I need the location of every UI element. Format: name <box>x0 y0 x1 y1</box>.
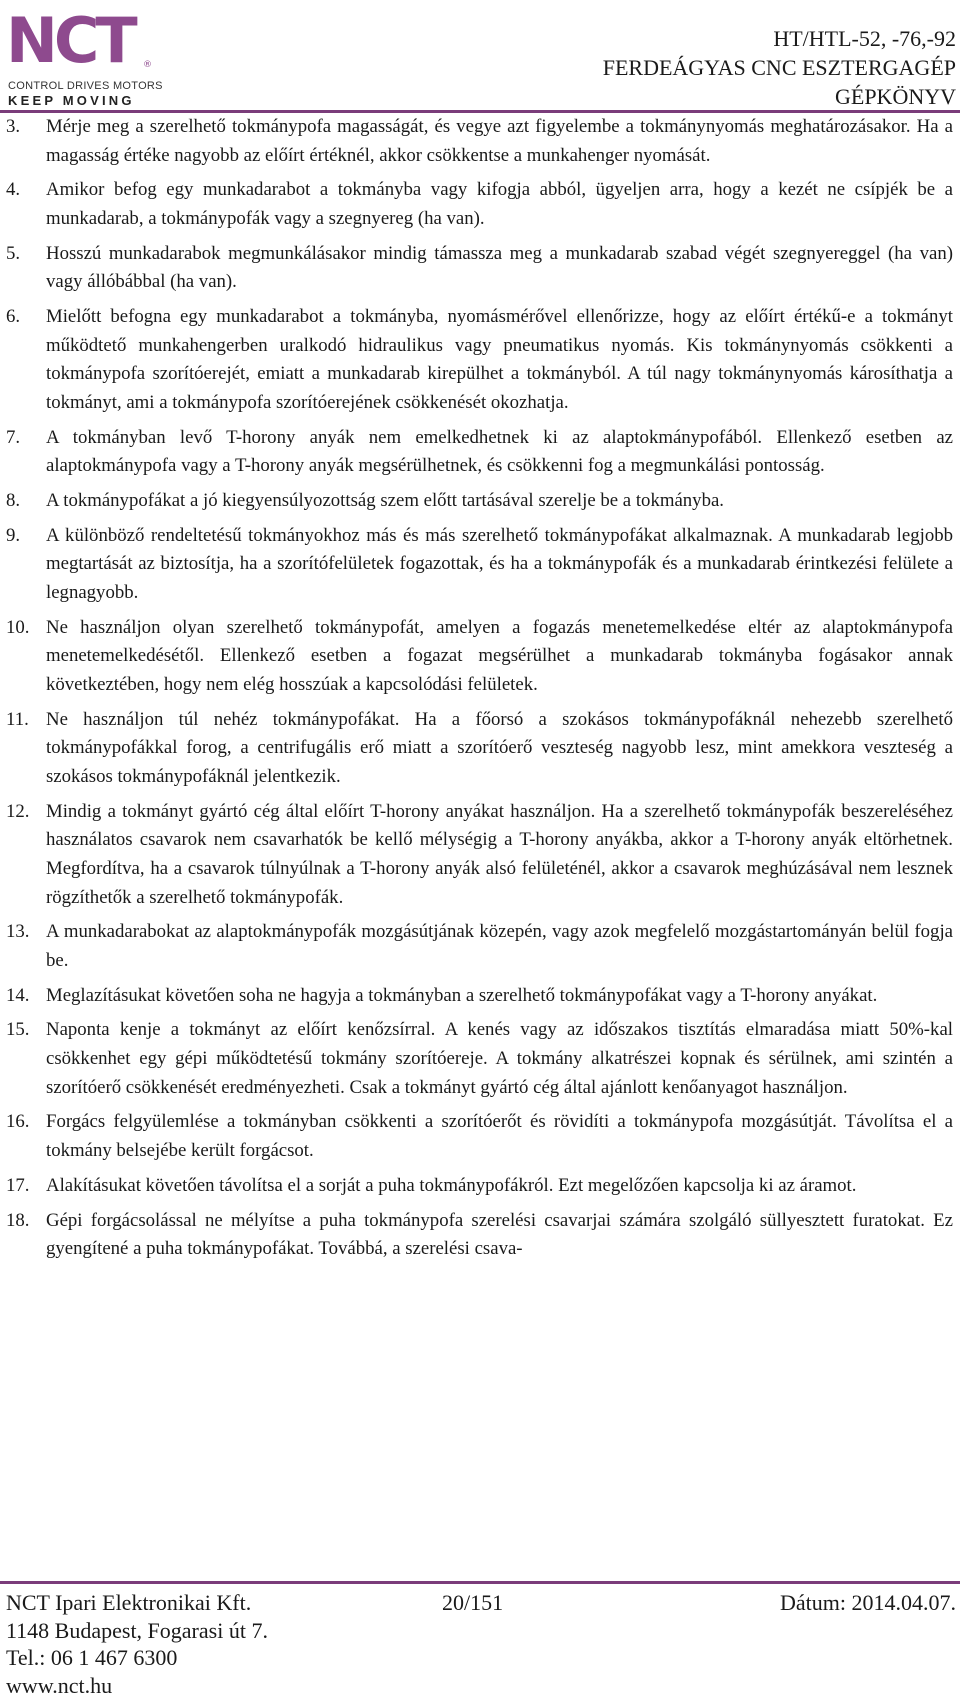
item-text: A tokmánypofákat a jó kiegyensúlyozottság szem előtt tartásával szerelje be a tokmányba. <box>46 490 724 512</box>
item-text: Mindig a tokmányt gyártó cég által előírt T-horony anyákat használjon. Ha a szerelhető tokmánypofák beszereléséhez használatos csavarok nem csavarhatók be kellő mélységig a T-horony anyákba, akkor a T-horony anyák eltörhetnek. Megfordítva, ha a csavarok túlnyúlnak a T-horony anyák alsó felületénél, akkor a csavarok meghúzásával nem lesznek rögzíthetők a szerelhető tokmánypofák. <box>46 800 953 908</box>
item-text: Alakításukat követően távolítsa el a sorját a puha tokmánypofákról. Ezt megelőzően kapcsolja ki az áramot. <box>46 1174 857 1196</box>
page-number: 20/151 <box>442 1590 504 1615</box>
safety-instructions-list <box>6 113 953 1270</box>
footer-divider <box>0 1581 960 1584</box>
item-number: 10. <box>6 616 30 638</box>
item-text: Ne használjon olyan szerelhető tokmánypofát, amelyen a fogazás menetemelkedése eltér az alaptokmánypofa menetemelkedésétől. Ellenkező esetben a fogazat megsérülhet a munkadarab tokmányba fogásakor annak következtében, hogy nem elég hosszúak a kapcsolódási felületek. <box>46 616 953 695</box>
company-phone: Tel.: 06 1 467 6300 <box>6 1645 178 1670</box>
machine-name: FERDEÁGYAS CNC ESZTERGAGÉP <box>602 55 956 80</box>
page-footer <box>6 1589 956 1699</box>
item-text: Forgács felgyülemlése a tokmányban csökkenti a szorítóerőt és rövidíti a tokmánypofa mozgásútját. Távolítsa el a tokmány belsejébe került forgácsot. <box>46 1111 953 1162</box>
list-item <box>6 240 953 297</box>
item-number: 4. <box>6 179 21 201</box>
list-item <box>6 424 953 481</box>
page-header <box>0 0 960 112</box>
list-item <box>6 706 953 792</box>
item-number: 9. <box>6 524 21 546</box>
list-item <box>6 487 953 516</box>
item-text: A különböző rendeltetésű tokmányokhoz más és más szerelhető tokmánypofákat alkalmaznak. A munkadarab legjobb megtartását az biztosítja, ha a szorítófelületek fogazottak, és ha a tokmánypofák és a munkadarab érintkezési felülete a legnagyobb. <box>46 524 953 604</box>
item-number: 5. <box>6 242 21 264</box>
item-number: 16. <box>6 1111 30 1133</box>
document-type: GÉPKÖNYV <box>835 84 956 109</box>
document-date: Dátum: 2014.04.07. <box>780 1590 956 1615</box>
item-number: 12. <box>6 800 30 822</box>
item-text: Mielőtt befogna egy munkadarabot a tokmányba, nyomásmérővel ellenőrizze, hogy az előírt értékű-e a tokmányt működtető munkahengerben uralkodó hidraulikus vagy pneumatikus nyomás. Kis tokmánynyomás csökkenti a tokmánypofa szorítóerejét, emiatt a munkadarab kirepülhet a tokmányból. A túl nagy tokmánynyomás károsíthatja a tokmányt, ami a tokmánypofa szorítóerejének csökkenését okozhatja. <box>46 306 953 413</box>
item-text: A tokmányban levő T-horony anyák nem emelkedhetnek ki az alaptokmánypofából. Ellenkező esetben az alaptokmánypofa vagy a T-horony anyák megsérülhetnek, és csökkenni fog a megmunkálási pontosság. <box>46 426 953 477</box>
item-number: 6. <box>6 306 21 328</box>
list-item <box>6 1108 953 1165</box>
item-text: Naponta kenje a tokmányt az előírt kenőzsírral. A kenés vagy az időszakos tisztítás elmaradása miatt 50%-kal csökkenhet egy gépi működtetésű tokmány szorítóereje. A tokmány alkatrészei kopnak és sérülnek, ami szintén a szorítóerő csökkenését eredményezheti. Csak a tokmányt gyártó cég által ajánlott kenőanyagot használjon. <box>46 1019 953 1098</box>
logo-slogan: KEEP MOVING <box>8 93 135 108</box>
list-item <box>6 1016 953 1102</box>
item-text: Ne használjon túl nehéz tokmánypofákat. Ha a főorsó a szokásos tokmánypofáknál nehezebb szerelhető tokmánypofákkal forog, a centrifugális erő miatt a szorítóerő veszteség nagyobb lesz, mint amekkora veszteség a szokásos tokmánypofáknál jelentkezik. <box>46 708 953 787</box>
item-number: 15. <box>6 1019 30 1041</box>
item-number: 3. <box>6 116 21 137</box>
item-text: Amikor befog egy munkadarabot a tokmányba vagy kifogja abból, ügyeljen arra, hogy a kezét ne csípjék be a munkadarab, a tokmánypofák vagy a szegnyereg (ha van). <box>46 179 953 229</box>
nct-logo <box>6 4 163 108</box>
item-text: A munkadarabokat az alaptokmánypofák mozgásútjának közepén, vagy azok megfelelő mozgástartományán belül fogja be. <box>46 921 953 971</box>
list-item <box>6 982 953 1011</box>
item-number: 17. <box>6 1174 30 1196</box>
item-number: 11. <box>6 708 29 730</box>
item-text: Gépi forgácsolással ne mélyítse a puha tokmánypofa szerelési csavarjai számára szolgáló süllyesztett furatokat. Ez gyengítené a puha tokmánypofákat. Továbbá, a szerelési csava- <box>46 1209 953 1260</box>
logo-tagline: CONTROL DRIVES MOTORS <box>8 80 163 92</box>
company-address: 1148 Budapest, Fogarasi út 7. <box>6 1617 268 1643</box>
list-item <box>6 798 953 912</box>
logo-registered-mark: ® <box>143 60 152 70</box>
item-number: 8. <box>6 490 21 512</box>
list-item <box>6 614 953 700</box>
list-item <box>6 303 953 417</box>
document-title-block <box>603 24 956 111</box>
item-text: Meglazításukat követően soha ne hagyja a tokmányban a szerelhető tokmánypofákat vagy a T-horony anyákat. <box>46 984 878 1006</box>
logo-wordmark: NCT <box>6 4 134 77</box>
company-website[interactable]: www.nct.hu <box>6 1672 113 1698</box>
company-name: NCT Ipari Elektronikai Kft. <box>6 1590 252 1615</box>
item-number: 13. <box>6 921 30 943</box>
list-item <box>6 176 953 233</box>
list-item <box>6 1207 953 1264</box>
list-item <box>6 113 953 170</box>
item-number: 14. <box>6 984 30 1006</box>
list-item <box>6 1172 953 1201</box>
list-item <box>6 918 953 975</box>
item-number: 18. <box>6 1209 30 1231</box>
list-item <box>6 522 953 608</box>
model-number: HT/HTL-52, -76,-92 <box>773 26 956 51</box>
item-number: 7. <box>6 426 21 448</box>
item-text: Hosszú munkadarabok megmunkálásakor mindig támassza meg a munkadarab szabad végét szegnyereggel (ha van) vagy állóbábbal (ha van). <box>46 242 953 293</box>
item-text: Mérje meg a szerelhető tokmánypofa magasságát, és vegye azt figyelembe a tokmánynyomás meghatározásakor. Ha a magasság értéke nagyobb az előírt értéknél, akkor csökkentse a munkahenger nyomását. <box>46 116 953 166</box>
